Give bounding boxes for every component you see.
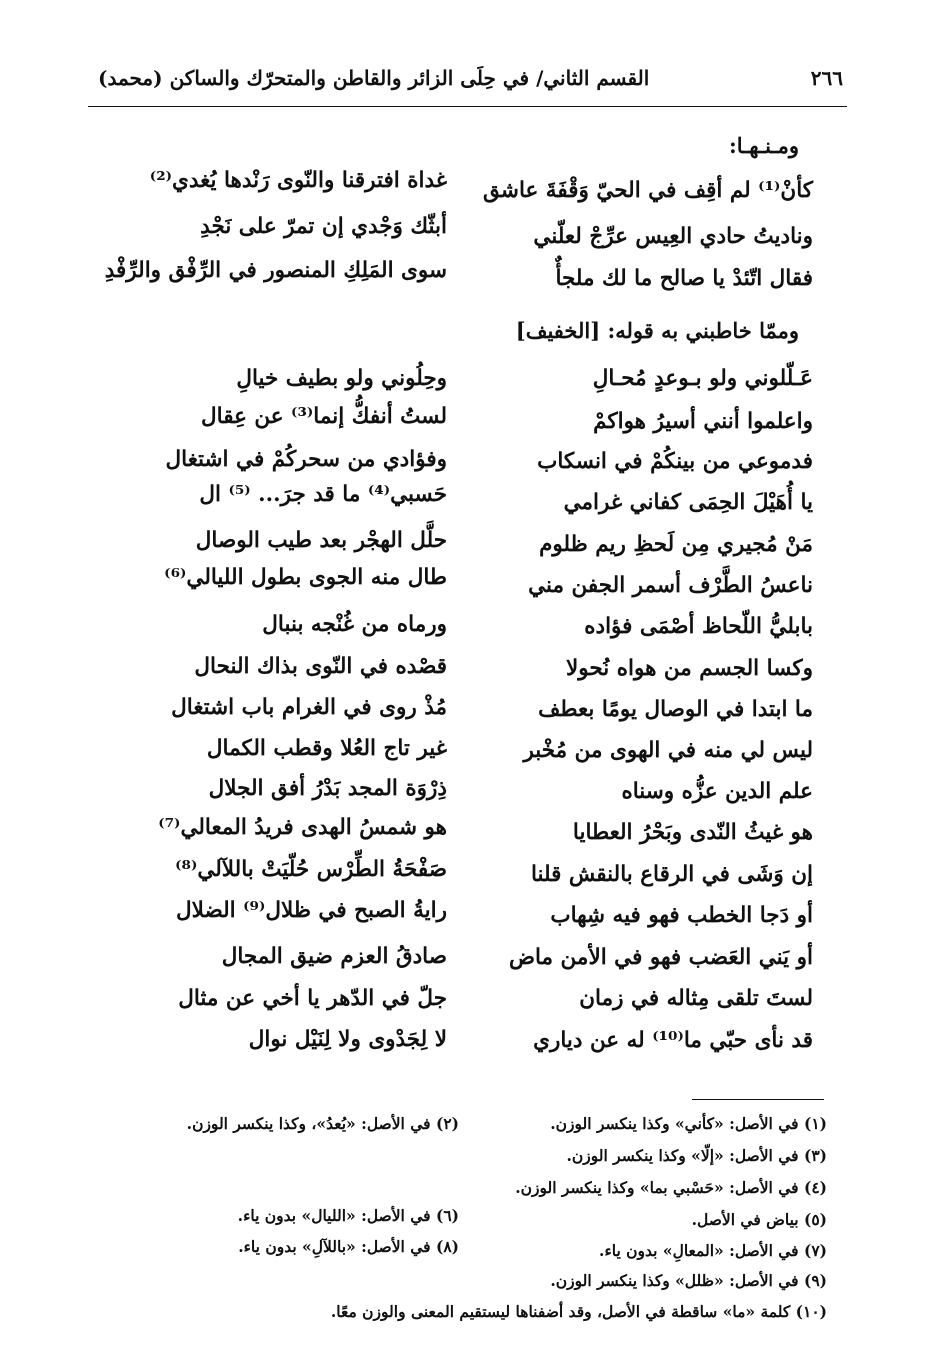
- poem2-verse-2-right: واعلموا أنني أسيرُ هواكمْ: [593, 409, 813, 434]
- poem2-verse-15-right: أو يَني العَضب فهو في الأمن ماض: [509, 945, 813, 970]
- poem1-verse-1-left: غداة افترقنا والنّوى رَنْدها يُغدي⁽²⁾: [149, 168, 447, 193]
- poem2-verse-16-left: جلّ في الدّهر يا أخي عن مثال: [178, 986, 447, 1011]
- poem2-verse-3-left: وفؤادي من سحركُمْ في اشتغال: [165, 447, 447, 472]
- footnote-10: (١٠) كلمة «ما» ساقطة في الأصل، وقد أضفناها ليستقيم المعنى والوزن معًا.: [330, 1302, 827, 1321]
- footnote-9: (٩) في الأصل: «ظلل» وكذا ينكسر الوزن.: [550, 1271, 827, 1290]
- poem2-verse-13-left: صَفْحَةُ الطِّرْس حُلّيَتْ باللآلي⁽⁸⁾: [175, 857, 447, 882]
- poem1-verse-1-right: كأنْ⁽¹⁾ لم أقِف في الحيّ وَقْفَةَ عاشق: [483, 178, 813, 203]
- footnote-3: (٣) في الأصل: «إلّا» وكذا ينكسر الوزن.: [566, 1146, 827, 1165]
- poem2-verse-11-right: علم الدين عزُّه وسناه: [621, 779, 813, 804]
- poem2-verse-17-left: لا لِجَدْوى ولا لِنَيْل نوال: [248, 1027, 447, 1052]
- poem2-verse-6-left: طال منه الجوى بطول الليالي⁽⁶⁾: [164, 565, 447, 590]
- poem2-verse-2-left: لستُ أنفكُّ إنما⁽³⁾ عن عِقال: [201, 404, 447, 429]
- header-rule: [88, 106, 847, 107]
- footnote-rule: [692, 1099, 824, 1100]
- poem2-verse-15-left: صادقُ العزم ضيق المجال: [221, 944, 447, 969]
- poem2-verse-14-left: رايةُ الصبح في ظلال⁽⁹⁾ الضلال: [176, 898, 447, 923]
- poem2-verse-4-right: يا أُهَيْلَ الحِمَى كفاني غرامي: [563, 490, 813, 515]
- poem2-verse-8-left: قصْده في النّوى بذاك النحال: [194, 654, 447, 679]
- poem1-heading: ومـنـهـا:: [728, 133, 799, 158]
- poem2-verse-3-right: فدموعي من بينكُمْ في انسكاب: [537, 449, 813, 474]
- poem2-verse-5-left: حلَّل الهجْر بعد طيب الوصال: [195, 528, 447, 553]
- running-title: القسم الثاني/ في حِلَى الزائر والقاطن والمتحرّك والساكن (محمد): [98, 66, 650, 90]
- poem2-verse-10-left: غير تاج العُلا وقطب الكمال: [206, 736, 447, 761]
- poem2-verse-7-left: ورماه من غُنْجه بنبال: [262, 612, 447, 637]
- poem2-verse-1-left: وحِلُوني ولو بطيف خيالِ: [236, 366, 447, 391]
- footnote-6: (٦) في الأصل: «الليال» بدون ياء.: [237, 1206, 459, 1225]
- poem2-verse-6-right: ناعسُ الطَّرْف أسمر الجفن مني: [528, 573, 813, 598]
- footnote-7: (٧) في الأصل: «المعالِ» بدون ياء.: [599, 1241, 827, 1260]
- poem1-verse-3-left: سوى المَلِكِ المنصور في الرِّفْق والرِّفْدِ: [104, 258, 447, 283]
- poem2-verse-10-right: ليس لي منه في الهوى من مُخْبر: [523, 738, 813, 763]
- poem2-verse-17-right: قد نأى حبّي ما⁽¹⁰⁾ له عن دياري: [533, 1028, 813, 1053]
- poem2-verse-8-right: وكسا الجسم من هواه نُحولا: [566, 656, 813, 681]
- poem2-verse-7-right: بابليُّ اللّحاظ أصْمَى فؤاده: [584, 614, 813, 639]
- poem2-verse-16-right: لستَ تلقى مِثاله في زمان: [579, 986, 813, 1011]
- poem2-verse-14-right: أو دَجا الخطب فهو فيه شِهاب: [550, 903, 813, 928]
- footnote-5: (٥) بياض في الأصل.: [691, 1210, 827, 1229]
- footnote-8: (٨) في الأصل: «باللآلِ» بدون ياء.: [238, 1237, 459, 1256]
- poem2-verse-5-right: مَنْ مُجيري مِن لَحظِ ريم ظلوم: [539, 532, 813, 557]
- poem2-verse-4-left: حَسبي⁽⁴⁾ ما قد جرَ... ⁽⁵⁾ ال: [199, 482, 447, 507]
- poem1-verse-2-left: أبثّك وَجْدي إن تمرّ على نَجْدِ: [200, 214, 447, 239]
- poem2-verse-9-right: ما ابتدا في الوصال يومًا بعطف: [538, 697, 813, 722]
- poem2-heading: وممّا خاطبني به قوله: [الخفيف]: [515, 318, 799, 343]
- poem2-verse-11-left: ذِرْوَة المجد بَدْرُ أفق الجلال: [208, 776, 447, 801]
- poem2-verse-13-right: إن وَشَى في الرقاع بالنقش قلنا: [530, 862, 813, 887]
- poem2-verse-12-right: هو غيثُ النّدى وبَحْرُ العطايا: [572, 820, 813, 845]
- poem2-verse-9-left: مُذْ روى في الغرام باب اشتغال: [171, 695, 447, 720]
- poem2-verse-1-right: عَـلّلوني ولو بـوعدٍ مُحـالِ: [592, 366, 813, 391]
- footnote-1: (١) في الأصل: «كأني» وكذا ينكسر الوزن.: [550, 1114, 827, 1133]
- poem1-verse-2-right: وناديتُ حادي العِيس عرِّجْ لعلّني: [533, 224, 813, 249]
- footnote-2: (٢) في الأصل: «يُعدُ»، وكذا ينكسر الوزن.: [186, 1114, 459, 1133]
- poem1-verse-3-right: فقال اتّئدْ يا صالح ما لك ملجأٌ: [555, 266, 813, 291]
- page-number: ٢٦٦: [810, 66, 843, 90]
- poem2-verse-12-left: هو شمسُ الهدى فريدُ المعالي⁽⁷⁾: [158, 815, 447, 840]
- footnote-4: (٤) في الأصل: «حَسْبي بما» وكذا ينكسر الوزن.: [515, 1178, 827, 1197]
